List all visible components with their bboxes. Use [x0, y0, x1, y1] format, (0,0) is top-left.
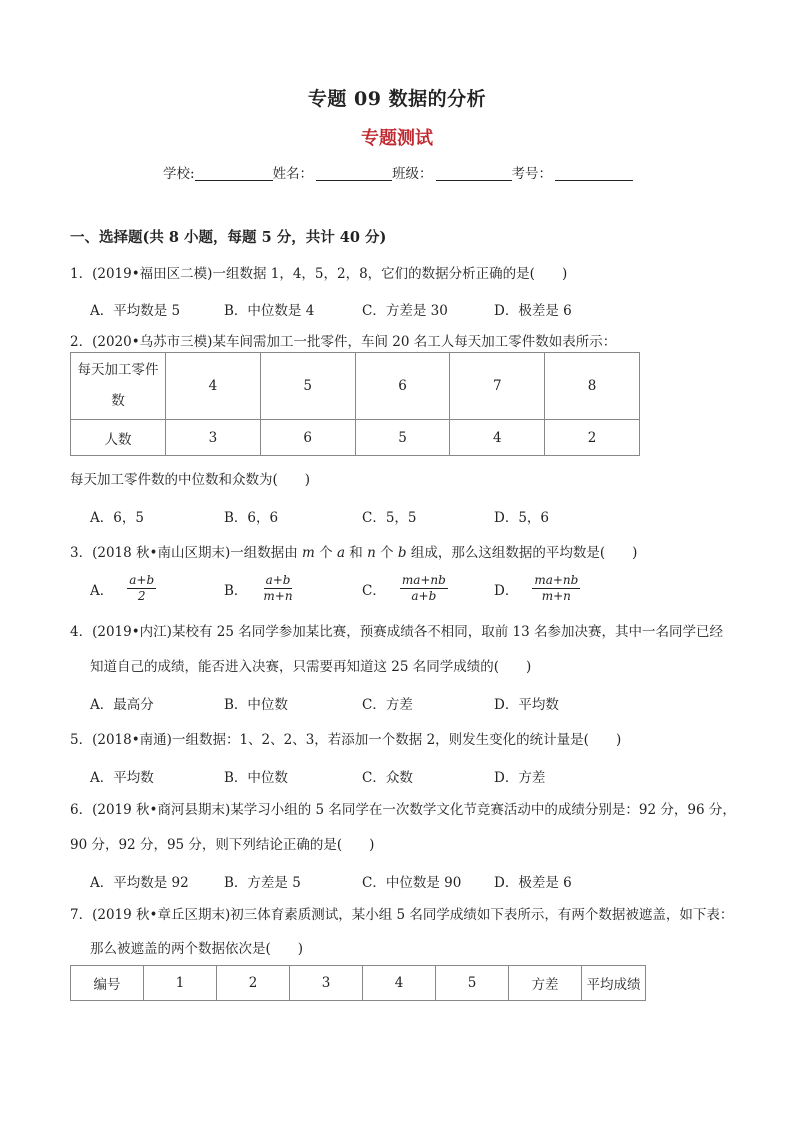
table-header-cell: 每天加工零件 数 [71, 353, 166, 420]
question-6-stem-line2: 90 分，92 分，95 分，则下列结论正确的是( ) [70, 837, 375, 853]
question-3-stem: 3．(2018 秋•南山区期末)一组数据由 m 个 a 和 n 个 b 组成，那么这组数据的平均数是( ) [70, 545, 638, 561]
table-cell: 7 [450, 353, 545, 420]
q6-option-d[interactable]: D．极差是 6 [494, 875, 572, 891]
table-header-cell: 人数 [71, 420, 166, 456]
q2-data-table [70, 352, 640, 456]
table-cell: 2 [545, 420, 640, 456]
table-cell: 5 [260, 353, 355, 420]
q4-option-d[interactable]: D．平均数 [494, 697, 559, 713]
q5-option-c[interactable]: C．众数 [362, 770, 413, 786]
question-4-stem-line2: 知道自己的成绩，能否进入决赛，只需要再知道这 25 名同学成绩的( ) [90, 659, 532, 675]
question-2-options [90, 506, 549, 526]
question-6-options [90, 871, 572, 891]
table-header-cell: 方差 [509, 966, 582, 1001]
q5-option-b[interactable]: B．中位数 [224, 770, 288, 786]
table-cell: 5 [355, 420, 450, 456]
question-7-stem-line1: 7．(2019 秋•章丘区期末)初三体育素质测试，某小组 5 名同学成绩如下表所示，有两个数据被遮盖，如下表： [70, 907, 734, 923]
q5-option-a[interactable]: A．平均数 [90, 770, 154, 786]
q3-option-d[interactable]: D． $\frac{ma+nb}{m+n}$ [494, 573, 579, 603]
q1-option-a[interactable]: A．平均数是 5 [90, 303, 181, 319]
q3-option-c[interactable]: C． $\frac{ma+nb}{a+b}$ [362, 573, 446, 603]
q3-option-a[interactable]: A． $\frac{a+b}{2}$ [90, 573, 155, 603]
number-label: 考号： [511, 166, 553, 182]
q4-option-a[interactable]: A．最高分 [90, 697, 154, 713]
number-blank[interactable] [555, 166, 633, 181]
q1-option-d[interactable]: D．极差是 6 [494, 303, 572, 319]
table-row [71, 420, 640, 456]
table-row [71, 966, 646, 1001]
name-label: 姓名： [272, 166, 314, 182]
page-subtitle: 专题测试 [361, 128, 433, 149]
section-heading: 一、选择题(共 8 小题，每题 5 分，共计 40 分) [70, 229, 387, 246]
question-1-stem: 1．(2019•福田区二模)一组数据 1，4，5，2，8，它们的数据分析正确的是( ) [70, 266, 568, 282]
school-label: 学校: [163, 166, 195, 182]
school-blank[interactable] [195, 166, 273, 181]
q5-option-d[interactable]: D．方差 [494, 770, 546, 786]
question-4-stem-line1: 4．(2019•内江)某校有 25 名同学参加某比赛，预赛成绩各不相同，取前 13 名参加决赛，其中一名同学已经 [70, 624, 723, 640]
table-row [71, 353, 640, 420]
q3-option-b[interactable]: B． $\frac{a+b}{m+n}$ [224, 573, 293, 603]
page-title: 专题 09 数据的分析 [307, 88, 487, 110]
table-cell: 8 [545, 353, 640, 420]
table-cell: 4 [450, 420, 545, 456]
question-7-stem-line2: 那么被遮盖的两个数据依次是( ) [90, 941, 304, 957]
question-4-options [90, 693, 559, 713]
q7-score-table [70, 965, 646, 1001]
question-2-stem: 2．(2020•乌苏市三模)某车间需加工一批零件，车间 20 名工人每天加工零件数如表所示： [70, 334, 617, 350]
q6-option-a[interactable]: A．平均数是 92 [90, 875, 189, 891]
q6-option-b[interactable]: B．方差是 5 [224, 875, 301, 891]
question-5-stem: 5．(2018•南通)一组数据：1、2、2、3，若添加一个数据 2，则发生变化的统计量是( ) [70, 732, 622, 748]
q1-option-c[interactable]: C．方差是 30 [362, 303, 448, 319]
q1-option-b[interactable]: B．中位数是 4 [224, 303, 315, 319]
table-cell: 4 [166, 353, 261, 420]
question-1-options [90, 299, 572, 319]
table-header-cell: 平均成绩 [582, 966, 646, 1001]
question-2-followup: 每天加工零件数的中位数和众数为( ) [70, 472, 311, 488]
q2-option-c[interactable]: C．5，5 [362, 510, 417, 526]
name-blank[interactable] [316, 166, 392, 181]
table-header-cell: 2 [217, 966, 290, 1001]
table-cell: 3 [166, 420, 261, 456]
question-6-stem-line1: 6．(2019 秋•商河县期末)某学习小组的 5 名同学在一次数学文化节竞赛活动中的成绩分别是：92 分，96 分， [70, 802, 736, 818]
table-cell: 6 [355, 353, 450, 420]
table-header-cell: 编号 [71, 966, 144, 1001]
q2-option-d[interactable]: D．5，6 [494, 510, 550, 526]
table-cell: 6 [260, 420, 355, 456]
class-blank[interactable] [436, 166, 512, 181]
table-header-cell: 5 [436, 966, 509, 1001]
q4-option-c[interactable]: C．方差 [362, 697, 413, 713]
q2-option-b[interactable]: B．6，6 [224, 510, 279, 526]
q2-option-a[interactable]: A．6，5 [90, 510, 144, 526]
question-5-options [90, 766, 545, 786]
student-info-line [163, 162, 633, 182]
table-header-cell: 4 [363, 966, 436, 1001]
q4-option-b[interactable]: B．中位数 [224, 697, 288, 713]
class-label: 班级： [392, 166, 433, 182]
q6-option-c[interactable]: C．中位数是 90 [362, 875, 462, 891]
table-header-cell: 3 [290, 966, 363, 1001]
table-header-cell: 1 [144, 966, 217, 1001]
